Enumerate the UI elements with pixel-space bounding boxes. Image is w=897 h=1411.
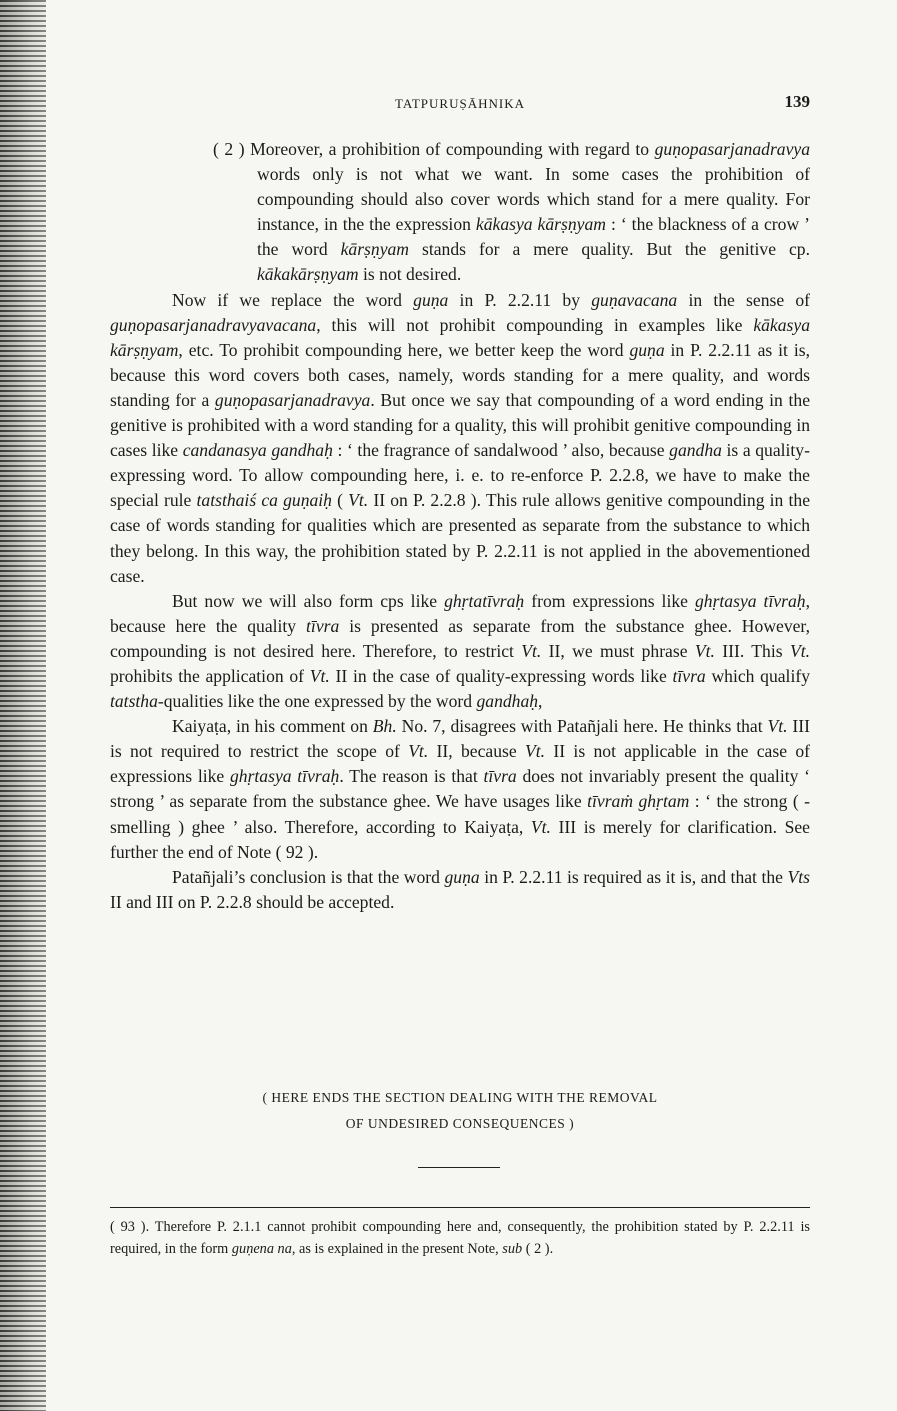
section-end-line-2: OF UNDESIRED CONSEQUENCES ) [345, 1116, 575, 1131]
section-end-note [110, 1085, 810, 1137]
item-2-paragraph: ( 2 ) Moreover, a prohibition of compounding with regard to guṇopasarjanadravya words only is not what we want. In some cases the prohibition of compounding should also cover words which stand for a mere quality. For instance, in the the expression kākasya kārṣṇyam : ‘ the blackness of a crow ’ the word kārṣṇyam stands for a mere quality. But the genitive cp. kākakārṣṇyam is not desired. [213, 139, 810, 285]
paragraph-patanjali-conclusion: Patañjali’s conclusion is that the word guṇa in P. 2.2.11 is required as it is, and that the Vts II and III on P. 2.2.8 should be accepted. [110, 866, 810, 912]
footnote-93: ( 93 ). Therefore P. 2.1.1 cannot prohibit compounding here and, consequently, the prohibition stated by P. 2.2.11 is required, in the form guṇena na, as is explained in the present Note, sub ( 2 ). [110, 1219, 810, 1257]
section-end-line-1: ( HERE ENDS THE SECTION DEALING WITH THE REMOVAL [262, 1090, 658, 1105]
running-head: TATPURUṢĀHNIKA [395, 96, 525, 111]
paragraph-kaiyata: Kaiyaṭa, in his comment on Bh. No. 7, disagrees with Patañjali here. He thinks that Vt. III is not required to restrict the scope of Vt. II, because Vt. II is not applicable in the case of expressions like ghṛtasya tīvraḥ. The reason is that tīvra does not invariably present the quality ‘ strong ’ as separate from the substance ghee. We have usages like tīvraṁ ghṛtam : ‘ the strong ( -smelling ) ghee ’ also. Therefore, according to Kaiyaṭa, Vt. III is merely for clarification. See further the end of Note ( 92 ). [110, 716, 810, 862]
footnote-rule [110, 1207, 810, 1208]
page-number: 139 [784, 92, 810, 111]
page-header [110, 92, 810, 116]
paragraph-guna-replacement: Now if we replace the word guṇa in P. 2.2.11 by guṇavacana in the sense of guṇopasarjanadravyavacana, this will not prohibit compounding in examples like kākasya kārṣṇyam, etc. To prohibit compounding here, we better keep the word guṇa in P. 2.2.11 as it is, because this word covers both cases, namely, words standing for a mere quality, and words standing for a guṇopasarjanadravya. But once we say that compounding of a word ending in the genitive is prohibited with a word standing for a quality, this will prohibit genitive compounding in cases like candanasya gandhaḥ : ‘ the fragrance of sandalwood ’ also, because gandha is a quality-expressing word. To allow compounding here, i. e. to re-enforce P. 2.2.8, we have to make the special rule tatsthaiś ca guṇaiḥ ( Vt. II on P. 2.2.8 ). This rule allows genitive compounding in the case of words standing for qualities which are presented as separate from the substance to which they belong. In this way, the prohibition stated by P. 2.2.11 is not applied in the abovementioned case. [110, 289, 811, 586]
body-text [110, 137, 810, 915]
book-binding-edge [0, 0, 46, 1411]
section-divider [418, 1167, 500, 1168]
paragraph-ghrta-compounds: But now we will also form cps like ghṛtatīvraḥ from expressions like ghṛtasya tīvraḥ, because here the quality tīvra is presented as separate from the substance ghee. However, compounding is not desired here. Therefore, to restrict Vt. II, we must phrase Vt. III. This Vt. prohibits the application of Vt. II in the case of quality-expressing words like tīvra which qualify tatstha-qualities like the one expressed by the word gandhaḥ, [110, 590, 810, 712]
